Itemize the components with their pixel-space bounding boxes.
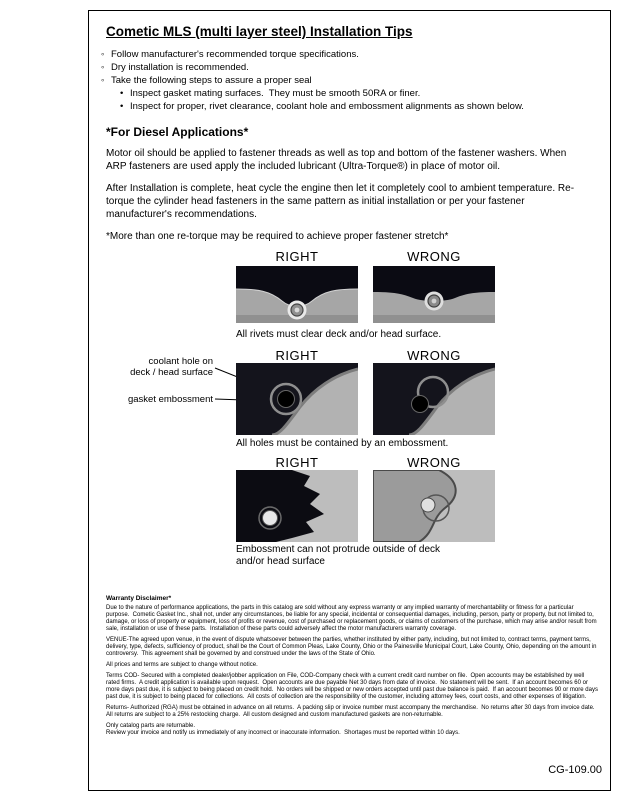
coolant-hole-label-line1: coolant hole on <box>148 356 213 367</box>
coolant-hole-label-line2: deck / head surface <box>130 367 213 378</box>
warranty-disclaimer-heading: Warranty Disclaimer* <box>106 595 172 602</box>
wrong-label-row2: WRONG <box>407 348 461 363</box>
embossment-right-diagram <box>236 363 358 435</box>
protrusion-right-diagram <box>236 470 358 542</box>
legal-paragraph: Due to the nature of performance applications, the parts in this catalog are sold without any express warranty or any implied warranty of merchantability or fitness for a particular purpose. Cometic Gasket Inc., shall not, under any circumstances, be liable for any special, incidental or consequential damages, including, person, party or property, but not limited to, damage, or loss of property or equipment, loss of profits or revenue, cost of purchased or replacement goods, or claims of customers of the purchase, which may arise and/or result from sale, installation or use of these parts. Installation of these parts could adversely affect the motor manufacturers warranty coverage. <box>106 605 599 632</box>
bullet-text: Follow manufacturer's recommended torque specifications. <box>111 49 359 60</box>
bullet-text: Take the following steps to assure a proper seal <box>111 75 312 86</box>
legal-paragraph: Terms COD- Secured with a completed dealer/jobber application on File, COD-Company check with a current credit card number on file. Open accounts may be established by well rated firms. A credit application is available upon request. Open accounts are due payable Net 30 days from date of invoice. No statement will be sent. If an account becomes 60 or more days past due, it is subject to being placed on credit hold. No orders will be shipped or new orders accepted until past due balance is paid. If an account becomes 90 or more days past due, it is subject to being placed for collections. All costs of collection are the responsibility of the customer, including attorney fees, court costs, and other expenses of litigation. <box>106 673 600 700</box>
legal-section <box>106 595 598 737</box>
wrong-label-row1: WRONG <box>407 249 461 264</box>
list-item <box>101 61 596 74</box>
list-item <box>101 74 596 87</box>
open-bullet-icon: ◦ <box>101 75 105 86</box>
diagram-section <box>101 249 596 581</box>
open-bullet-icon: ◦ <box>101 62 105 73</box>
protrusion-wrong-diagram <box>373 470 495 542</box>
embossment-wrong-diagram <box>373 363 495 435</box>
legal-paragraph: VENUE-The agreed upon venue, in the event of dispute whatsoever between the parties, whether instituted by either party, including, but not limited to, contract terms, payment terms, delivery, type, defects, sufficiency of product, shall be the Court of Common Pleas, Lake County, Ohio or the Painesville Municipal Court, Lake County, Ohio, depending on the amount in controversy. This agreement shall be governed by and construed under the laws of the State of Ohio. <box>106 637 599 657</box>
holes-caption: All holes must be contained by an embossment. <box>236 438 449 449</box>
filled-bullet-icon: • <box>120 101 124 112</box>
diesel-applications-heading: *For Diesel Applications* <box>106 125 249 139</box>
gasket-embossment-label: gasket embossment <box>127 394 213 405</box>
rivet-caption: All rivets must clear deck and/or head surface. <box>236 329 442 340</box>
retorque-note: *More than one re-torque may be required to achieve proper fastener stretch* <box>106 231 449 242</box>
rivet-wrong-diagram <box>373 266 495 323</box>
legal-paragraph: Only catalog parts are returnable. <box>106 723 196 729</box>
right-label-row2: RIGHT <box>275 348 319 363</box>
rivet-right-diagram <box>236 266 358 323</box>
diesel-paragraph-1: Motor oil should be applied to fastener threads as well as top and bottom of the fastener washers. When ARP fasteners are used apply the included lubricant (Ultra-Torque®) in place of motor oil. <box>106 148 569 172</box>
list-item <box>101 48 596 61</box>
bullet-text: Inspect gasket mating surfaces. They must be smooth 50RA or finer. <box>130 88 421 99</box>
legal-paragraph: All prices and terms are subject to change without notice. <box>106 662 258 668</box>
open-bullet-icon: ◦ <box>101 49 105 60</box>
page-title: Cometic MLS (multi layer steel) Installation Tips <box>106 24 413 39</box>
legal-paragraph: Review your invoice and notify us immediately of any incorrect or inaccurate information. Shortages must be reported within 10 days. <box>106 730 460 736</box>
protrusion-caption: Embossment can not protrude outside of deck and/or head surface <box>236 544 443 567</box>
page-content <box>89 11 610 737</box>
bullet-text: Inspect for proper, rivet clearance, coolant hole and embossment alignments as shown below. <box>130 101 524 112</box>
bullet-text: Dry installation is recommended. <box>111 62 249 73</box>
filled-bullet-icon: • <box>120 88 124 99</box>
wrong-label-row3: WRONG <box>407 455 461 470</box>
coolant-hole-label <box>119 356 213 378</box>
right-label-row3: RIGHT <box>275 455 319 470</box>
legal-paragraph: Returns- Authorized (RGA) must be obtained in advance on all returns. A packing slip or invoice number must accompany the merchandise. No returns after 30 days from invoice date. All returns are subject to a 25% restocking charge. All custom designed and custom manufactured gaskets are non-returnable. <box>106 705 598 718</box>
diesel-paragraph-2: After Installation is complete, heat cycle the engine then let it completely cool to ambient temperature. Re-torque the cylinder head fasteners in the same pattern as initial installation or per your fastener manufacturer's recommendations. <box>106 183 575 220</box>
page-border <box>88 10 611 791</box>
right-label-row1: RIGHT <box>275 249 319 264</box>
list-item <box>120 87 596 100</box>
list-item <box>120 100 596 113</box>
page-code: CG-109.00 <box>548 764 602 776</box>
